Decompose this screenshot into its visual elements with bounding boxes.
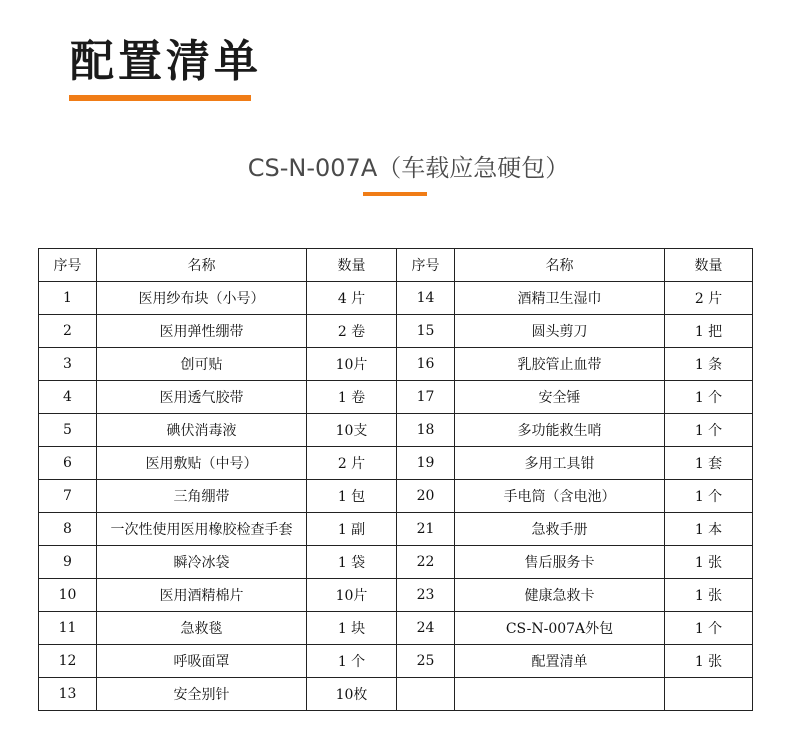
cell-seq: 1 [39, 282, 97, 315]
cell-quantity: 1 张 [665, 645, 753, 678]
cell-name: 碘伏消毒液 [97, 414, 307, 447]
cell-seq: 20 [397, 480, 455, 513]
cell-quantity: 1 本 [665, 513, 753, 546]
header-quantity: 数量 [307, 249, 397, 282]
cell-quantity: 2 卷 [307, 315, 397, 348]
cell-name: 配置清单 [455, 645, 665, 678]
cell-quantity: 10片 [307, 348, 397, 381]
table-row [39, 513, 753, 546]
cell-quantity: 1 个 [665, 480, 753, 513]
title-underline [69, 95, 251, 101]
cell-name: 医用酒精棉片 [97, 579, 307, 612]
cell-quantity: 1 副 [307, 513, 397, 546]
cell-name: 三角绷带 [97, 480, 307, 513]
table-row [39, 579, 753, 612]
table-row [39, 612, 753, 645]
cell-seq: 21 [397, 513, 455, 546]
cell-quantity: 10片 [307, 579, 397, 612]
table-header-row [39, 249, 753, 282]
cell-seq: 8 [39, 513, 97, 546]
table-row [39, 678, 753, 711]
cell-seq: 22 [397, 546, 455, 579]
cell-quantity: 1 袋 [307, 546, 397, 579]
header-quantity: 数量 [665, 249, 753, 282]
table-row [39, 480, 753, 513]
table-row [39, 546, 753, 579]
page-title: 配置清单 [70, 36, 262, 87]
cell-name: 医用纱布块（小号） [97, 282, 307, 315]
cell-seq: 25 [397, 645, 455, 678]
table-row [39, 282, 753, 315]
cell-quantity: 1 张 [665, 579, 753, 612]
table-row [39, 315, 753, 348]
header-name: 名称 [455, 249, 665, 282]
cell-name: CS-N-007A外包 [455, 612, 665, 645]
cell-seq: 23 [397, 579, 455, 612]
cell-name: 急救毯 [97, 612, 307, 645]
cell-name: 安全锤 [455, 381, 665, 414]
cell-seq: 6 [39, 447, 97, 480]
cell-name: 急救手册 [455, 513, 665, 546]
cell-seq: 7 [39, 480, 97, 513]
cell-seq: 11 [39, 612, 97, 645]
cell-seq: 19 [397, 447, 455, 480]
cell-name: 瞬冷冰袋 [97, 546, 307, 579]
cell-seq [397, 678, 455, 711]
cell-quantity: 2 片 [307, 447, 397, 480]
table-row [39, 645, 753, 678]
cell-seq: 2 [39, 315, 97, 348]
cell-quantity: 2 片 [665, 282, 753, 315]
cell-seq: 5 [39, 414, 97, 447]
cell-quantity: 10支 [307, 414, 397, 447]
cell-seq: 4 [39, 381, 97, 414]
cell-seq: 12 [39, 645, 97, 678]
cell-quantity [665, 678, 753, 711]
cell-name: 医用敷贴（中号） [97, 447, 307, 480]
cell-quantity: 1 套 [665, 447, 753, 480]
cell-quantity: 1 包 [307, 480, 397, 513]
cell-seq: 14 [397, 282, 455, 315]
cell-name: 一次性使用医用橡胶检查手套 [97, 513, 307, 546]
cell-name [455, 678, 665, 711]
cell-name: 酒精卫生湿巾 [455, 282, 665, 315]
cell-quantity: 1 个 [665, 381, 753, 414]
cell-quantity: 1 个 [307, 645, 397, 678]
cell-quantity: 1 卷 [307, 381, 397, 414]
cell-seq: 16 [397, 348, 455, 381]
cell-name: 售后服务卡 [455, 546, 665, 579]
cell-name: 多功能救生哨 [455, 414, 665, 447]
cell-quantity: 1 块 [307, 612, 397, 645]
cell-name: 健康急救卡 [455, 579, 665, 612]
cell-name: 多用工具钳 [455, 447, 665, 480]
cell-quantity: 1 个 [665, 414, 753, 447]
cell-name: 乳胶管止血带 [455, 348, 665, 381]
cell-quantity: 4 片 [307, 282, 397, 315]
cell-seq: 18 [397, 414, 455, 447]
cell-seq: 17 [397, 381, 455, 414]
cell-name: 手电筒（含电池） [455, 480, 665, 513]
cell-name: 医用弹性绷带 [97, 315, 307, 348]
cell-seq: 24 [397, 612, 455, 645]
cell-quantity: 1 张 [665, 546, 753, 579]
header-name: 名称 [97, 249, 307, 282]
table-row [39, 414, 753, 447]
cell-name: 圆头剪刀 [455, 315, 665, 348]
cell-name: 呼吸面罩 [97, 645, 307, 678]
cell-name: 创可贴 [97, 348, 307, 381]
cell-seq: 3 [39, 348, 97, 381]
cell-seq: 13 [39, 678, 97, 711]
cell-name: 安全别针 [97, 678, 307, 711]
cell-quantity: 10枚 [307, 678, 397, 711]
cell-quantity: 1 条 [665, 348, 753, 381]
config-table-body [39, 282, 753, 711]
cell-seq: 15 [397, 315, 455, 348]
cell-quantity: 1 把 [665, 315, 753, 348]
header-seq: 序号 [39, 249, 97, 282]
cell-quantity: 1 个 [665, 612, 753, 645]
product-subtitle: CS-N-007A（车载应急硬包） [247, 154, 570, 182]
config-table [38, 248, 753, 711]
table-row [39, 381, 753, 414]
table-row [39, 447, 753, 480]
cell-seq: 9 [39, 546, 97, 579]
table-row [39, 348, 753, 381]
header-seq: 序号 [397, 249, 455, 282]
cell-name: 医用透气胶带 [97, 381, 307, 414]
cell-seq: 10 [39, 579, 97, 612]
subtitle-underline [363, 192, 427, 196]
